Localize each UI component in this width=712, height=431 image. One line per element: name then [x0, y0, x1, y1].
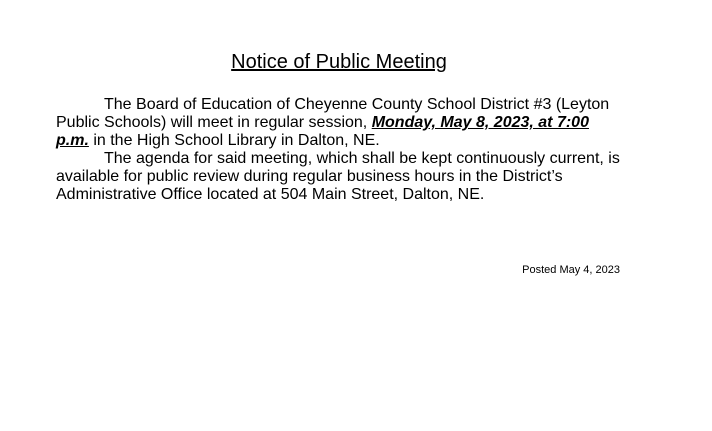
- meeting-notice: [56, 50, 622, 204]
- notice-paragraph-agenda: The agenda for said meeting, which shall be kept continuously current, is available for public review during regular business hours in the District’s Administrative Office located at 504 Main Street, Dalton, NE.: [56, 150, 620, 203]
- meeting-date-time: Monday, May 8, 2023, at 7:00 p.m.: [56, 114, 589, 149]
- notice-body: [56, 96, 622, 204]
- posted-date: Posted May 4, 2023: [522, 264, 620, 276]
- notice-title: Notice of Public Meeting: [231, 51, 447, 73]
- notice-paragraph-meeting: [56, 96, 622, 150]
- meeting-location-text: in the High School Library in Dalton, NE.: [88, 132, 380, 149]
- meeting-intro-text: The Board of Education of Cheyenne County School District #3 (Leyton Public Schools) will meet in regular session,: [56, 96, 610, 131]
